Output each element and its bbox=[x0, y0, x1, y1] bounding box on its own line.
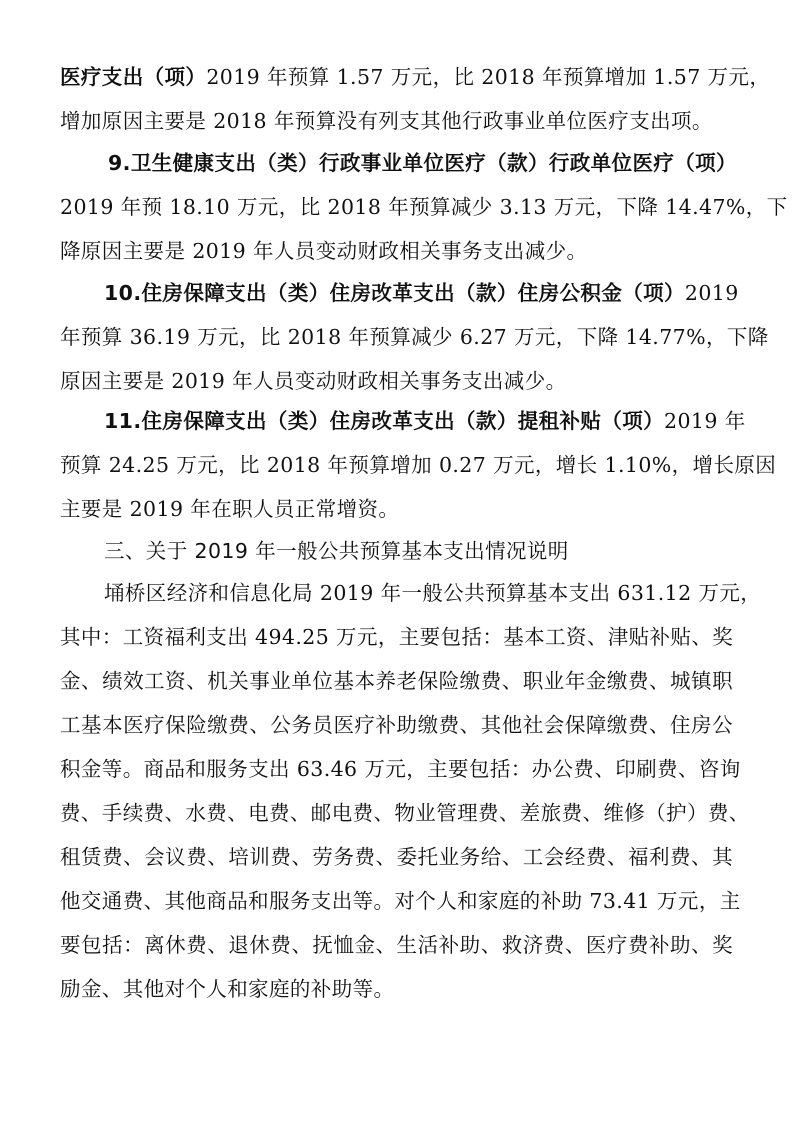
paragraph-2-line-1: 2019 年预 18.10 万元，比 2018 年预算减少 3.13 万元，下降 14.47%，下 bbox=[60, 195, 788, 219]
paragraph-3-line-2: 年预算 36.19 万元，比 2018 年预算减少 6.27 万元，下降 14.77%，下降 bbox=[60, 325, 769, 349]
paragraph-3-line-3: 原因主要是 2019 年人员变动财政相关事务支出减少。 bbox=[60, 369, 567, 393]
paragraph-5-line-5: 积金等。商品和服务支出 63.46 万元，主要包括：办公费、印刷费、咨询 bbox=[60, 757, 741, 781]
section-heading: 三、关于 2019 年一般公共预算基本支出情况说明 bbox=[104, 539, 569, 563]
paragraph-4-line-1 bbox=[104, 399, 746, 443]
paragraph-4-line-2: 预算 24.25 万元，比 2018 年预算增加 0.27 万元，增长 1.10%，增长原因 bbox=[60, 453, 777, 477]
paragraph-4-item-title: 11.住房保障支出（类）住房改革支出（款）提租补贴（项） bbox=[104, 409, 665, 433]
paragraph-3-tail: 2019 bbox=[684, 281, 739, 305]
paragraph-3-item-title: 10.住房保障支出（类）住房改革支出（款）住房公积金（项） bbox=[104, 281, 685, 305]
paragraph-4-line-3: 主要是 2019 年在职人员正常增资。 bbox=[60, 497, 400, 521]
paragraph-5-line-4: 工基本医疗保险缴费、公务员医疗补助缴费、其他社会保障缴费、住房公 bbox=[60, 713, 733, 737]
paragraph-5-line-6: 费、手续费、水费、电费、邮电费、物业管理费、差旅费、维修（护）费、 bbox=[60, 801, 750, 825]
paragraph-1-line-2: 增加原因主要是 2018 年预算没有列支其他行政事业单位医疗支出项。 bbox=[60, 109, 713, 133]
paragraph-5-line-2: 其中：工资福利支出 494.25 万元，主要包括：基本工资、津贴补贴、奖 bbox=[60, 625, 734, 649]
paragraph-3-line-1 bbox=[104, 271, 739, 315]
paragraph-5-line-3: 金、绩效工资、机关事业单位基本养老保险缴费、职业年金缴费、城镇职 bbox=[60, 669, 733, 693]
paragraph-2-title-text: 9.卫生健康支出（类）行政事业单位医疗（款）行政单位医疗（项） bbox=[108, 151, 737, 175]
paragraph-5-line-8: 他交通费、其他商品和服务支出等。对个人和家庭的补助 73.41 万元，主 bbox=[60, 889, 741, 913]
paragraph-5-line-1: 埇桥区经济和信息化局 2019 年一般公共预算基本支出 631.12 万元， bbox=[104, 581, 762, 605]
paragraph-1-line-1 bbox=[60, 55, 771, 99]
paragraph-5-line-10: 励金、其他对个人和家庭的补助等。 bbox=[60, 977, 395, 1001]
paragraph-1-item-title: 医疗支出（项） bbox=[60, 65, 207, 89]
paragraph-4-tail: 2019 年 bbox=[664, 409, 746, 433]
paragraph-2-item-title bbox=[108, 141, 737, 185]
paragraph-5-line-7: 租赁费、会议费、培训费、劳务费、委托业务给、工会经费、福利费、其 bbox=[60, 845, 733, 869]
paragraph-2-line-2: 降原因主要是 2019 年人员变动财政相关事务支出减少。 bbox=[60, 239, 588, 263]
paragraph-5-line-9: 要包括：离休费、退休费、抚恤金、生活补助、救济费、医疗费补助、奖 bbox=[60, 933, 733, 957]
paragraph-1-text: 2019 年预算 1.57 万元，比 2018 年预算增加 1.57 万元， bbox=[206, 65, 771, 89]
